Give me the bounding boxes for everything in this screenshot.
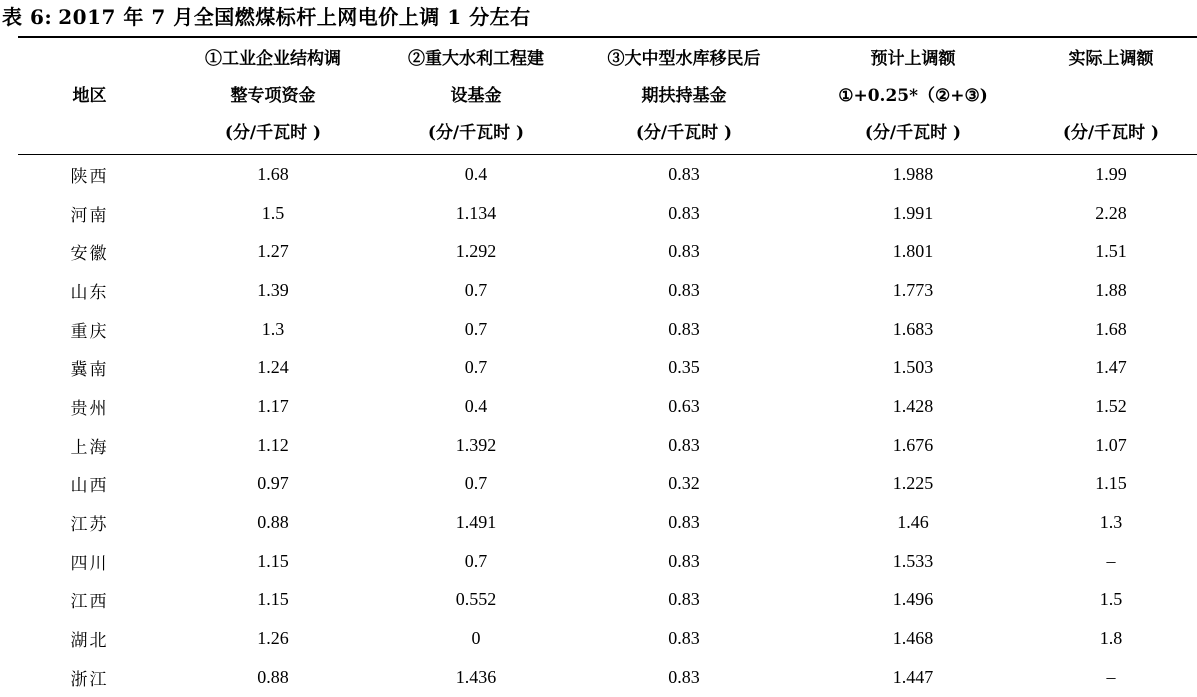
cell-col5: 1.47 — [1095, 357, 1127, 378]
cell-col1: 1.27 — [257, 241, 289, 262]
cell-col4: 1.225 — [892, 473, 934, 494]
cell-region: 山西 — [70, 476, 109, 497]
table-body — [18, 155, 1197, 697]
cell-col3: 0.83 — [668, 241, 700, 262]
cell-region: 陕西 — [70, 166, 109, 187]
cell-col1: 0.97 — [257, 473, 289, 494]
cell-col1: 1.26 — [257, 628, 289, 649]
cell-region: 贵州 — [70, 398, 109, 419]
cell-col1: 1.5 — [261, 202, 285, 223]
table-row — [18, 155, 1197, 194]
cell-region: 重庆 — [70, 321, 109, 342]
cell-col4: 1.773 — [892, 279, 934, 300]
header-col3-line2: 期扶持基金 — [641, 85, 727, 106]
header-col5-unit: (分/千瓦时 ) — [1062, 122, 1160, 143]
cell-col2: 1.436 — [455, 666, 497, 687]
cell-col3: 0.83 — [668, 628, 700, 649]
cell-col2: 0 — [471, 628, 481, 649]
cell-region: 上海 — [70, 437, 109, 458]
cell-col5: 1.07 — [1095, 434, 1127, 455]
header-col2-unit: (分/千瓦时 ) — [427, 122, 525, 143]
cell-region: 安徽 — [70, 244, 109, 265]
cell-col5: – — [1106, 666, 1116, 687]
cell-col5: 1.5 — [1099, 589, 1123, 610]
table-header — [18, 37, 1197, 155]
header-region — [18, 37, 161, 155]
cell-col1: 1.24 — [257, 357, 289, 378]
table-row — [18, 503, 1197, 542]
table-row — [18, 581, 1197, 620]
table-row — [18, 310, 1197, 349]
cell-region: 浙江 — [70, 669, 109, 690]
cell-region: 江西 — [70, 592, 109, 613]
cell-col2: 1.292 — [455, 241, 497, 262]
cell-col3: 0.83 — [668, 163, 700, 184]
cell-region: 四川 — [70, 553, 109, 574]
cell-col1: 1.68 — [257, 163, 289, 184]
cell-col5: 1.88 — [1095, 279, 1127, 300]
cell-col4: 1.503 — [892, 357, 934, 378]
cell-region: 山东 — [70, 282, 109, 303]
cell-col3: 0.63 — [668, 395, 700, 416]
table-title — [2, 3, 531, 31]
cell-region: 江苏 — [70, 515, 109, 536]
table-number: 表 6: — [2, 5, 53, 29]
header-col1-unit: (分/千瓦时 ) — [224, 122, 322, 143]
header-col2 — [385, 37, 567, 155]
cell-col5: 1.68 — [1095, 318, 1127, 339]
cell-col5: – — [1106, 550, 1116, 571]
cell-col3: 0.83 — [668, 589, 700, 610]
table-row — [18, 465, 1197, 504]
table-row — [18, 348, 1197, 387]
cell-col3: 0.83 — [668, 550, 700, 571]
header-col3-unit: (分/千瓦时 ) — [635, 122, 733, 143]
table-row — [18, 426, 1197, 465]
cell-col2: 0.7 — [464, 279, 488, 300]
cell-col2: 0.4 — [464, 163, 488, 184]
cell-region: 冀南 — [70, 360, 109, 381]
cell-col4: 1.496 — [892, 589, 934, 610]
cell-col4: 1.988 — [892, 163, 934, 184]
cell-col1: 0.88 — [257, 666, 289, 687]
table-row — [18, 542, 1197, 581]
table-row — [18, 232, 1197, 271]
cell-col5: 1.51 — [1095, 241, 1127, 262]
cell-col3: 0.83 — [668, 434, 700, 455]
cell-col4: 1.46 — [897, 512, 929, 533]
table-row — [18, 194, 1197, 233]
header-row — [18, 37, 1197, 155]
cell-col3: 0.83 — [668, 666, 700, 687]
header-col4-line1: 预计上调额 — [870, 48, 956, 69]
header-col5 — [1025, 37, 1197, 155]
cell-col5: 2.28 — [1095, 202, 1127, 223]
cell-col4: 1.676 — [892, 434, 934, 455]
header-col4 — [801, 37, 1025, 155]
cell-col2: 1.134 — [455, 202, 497, 223]
header-region-label: 地区 — [72, 85, 107, 106]
table-row — [18, 271, 1197, 310]
cell-region: 河南 — [70, 205, 109, 226]
cell-col3: 0.83 — [668, 202, 700, 223]
cell-col3: 0.83 — [668, 279, 700, 300]
cell-col3: 0.32 — [668, 473, 700, 494]
cell-col5: 1.15 — [1095, 473, 1127, 494]
cell-col1: 1.15 — [257, 589, 289, 610]
cell-region: 湖北 — [70, 631, 109, 652]
cell-col4: 1.468 — [892, 628, 934, 649]
cell-col5: 1.52 — [1095, 395, 1127, 416]
table-row — [18, 619, 1197, 658]
cell-col4: 1.991 — [892, 202, 934, 223]
cell-col5: 1.99 — [1095, 163, 1127, 184]
cell-col3: 0.83 — [668, 512, 700, 533]
cell-col1: 1.17 — [257, 395, 289, 416]
cell-col2: 0.7 — [464, 357, 488, 378]
header-col1 — [161, 37, 385, 155]
cell-col4: 1.428 — [892, 395, 934, 416]
cell-col2: 1.392 — [455, 434, 497, 455]
cell-col1: 1.12 — [257, 434, 289, 455]
table-row — [18, 387, 1197, 426]
cell-col4: 1.447 — [892, 666, 934, 687]
cell-col4: 1.801 — [892, 241, 934, 262]
cell-col1: 1.3 — [261, 318, 285, 339]
cell-col5: 1.8 — [1099, 628, 1123, 649]
header-col3 — [567, 37, 801, 155]
table-caption: 2017 年 7 月全国燃煤标杆上网电价上调 1 分左右 — [58, 5, 531, 29]
header-col4-unit: (分/千瓦时 ) — [864, 122, 962, 143]
cell-col2: 0.7 — [464, 318, 488, 339]
cell-col1: 0.88 — [257, 512, 289, 533]
cell-col2: 1.491 — [455, 512, 497, 533]
header-col2-line2: 设基金 — [450, 85, 502, 106]
cell-col4: 1.533 — [892, 550, 934, 571]
table-row — [18, 658, 1197, 697]
cell-col2: 0.4 — [464, 395, 488, 416]
header-col2-line1: ②重大水利工程建 — [408, 48, 544, 69]
cell-col5: 1.3 — [1099, 512, 1123, 533]
header-col1-line2: 整专项资金 — [230, 85, 316, 106]
header-col5-spacer — [1025, 78, 1197, 115]
price-adjustment-table — [18, 36, 1197, 697]
header-col5-line1: 实际上调额 — [1068, 48, 1154, 69]
cell-col4: 1.683 — [892, 318, 934, 339]
cell-col2: 0.552 — [455, 589, 497, 610]
cell-col2: 0.7 — [464, 550, 488, 571]
cell-col1: 1.15 — [257, 550, 289, 571]
cell-col2: 0.7 — [464, 473, 488, 494]
cell-col3: 0.83 — [668, 318, 700, 339]
header-col3-line1: ③大中型水库移民后 — [607, 48, 761, 69]
cell-col3: 0.35 — [668, 357, 700, 378]
header-col4-line2: ①+0.25*（②+③) — [838, 85, 988, 106]
cell-col1: 1.39 — [257, 279, 289, 300]
header-col1-line1: ①工业企业结构调 — [205, 48, 341, 69]
